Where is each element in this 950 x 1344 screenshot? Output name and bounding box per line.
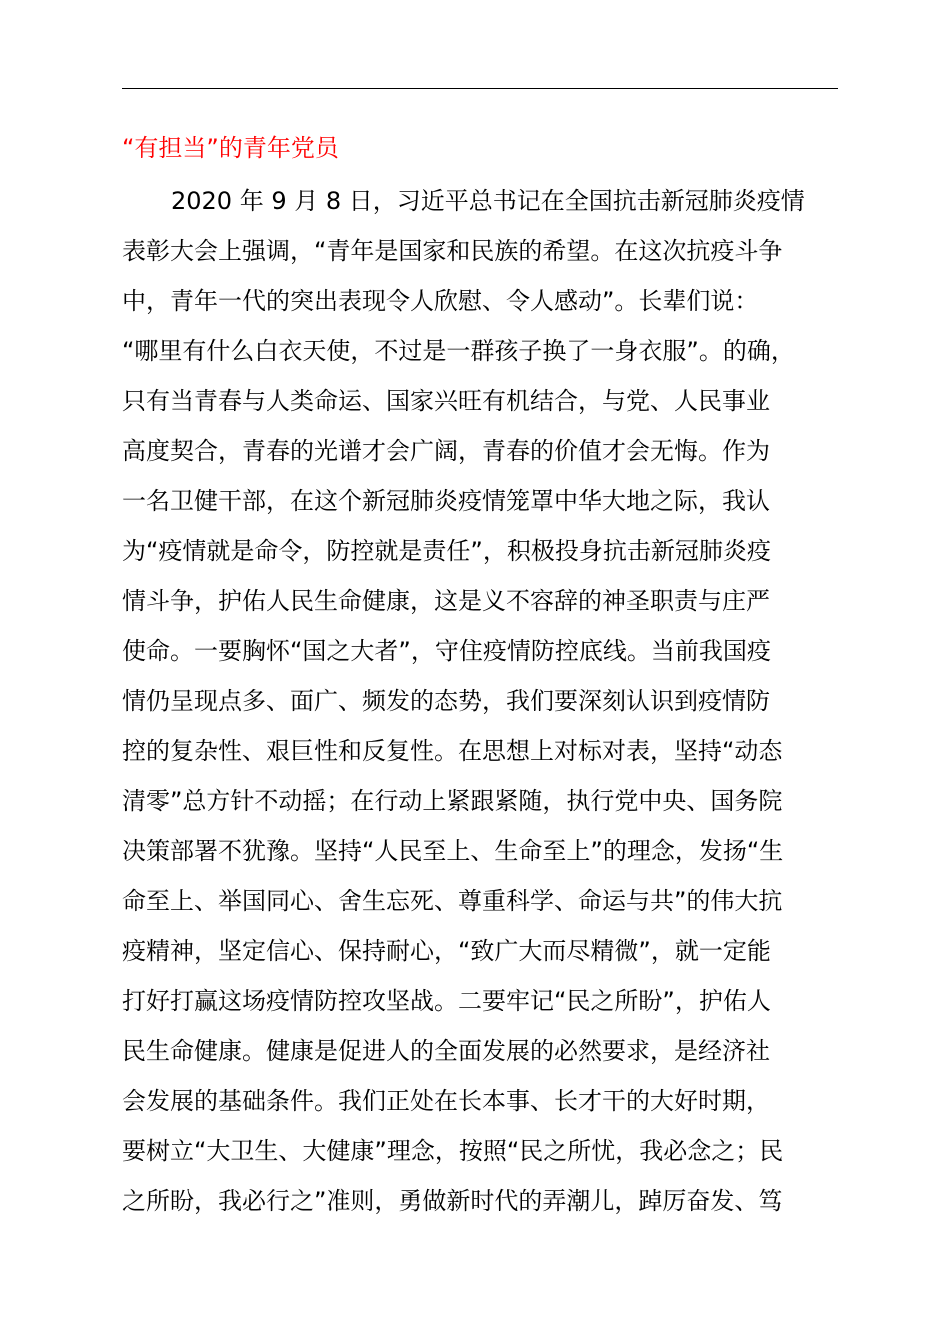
top-rule [122,88,838,89]
body-line: 控的复杂性、艰巨性和反复性。在思想上对标对表，坚持“动态 [122,737,783,765]
body-line: 会发展的基础条件。我们正处在长本事、长才干的大好时期， [122,1087,770,1115]
body-line: 情斗争，护佑人民生命健康，这是义不容辞的神圣职责与庄严 [122,587,770,615]
body-line: 只有当青春与人类命运、国家兴旺有机结合，与党、人民事业 [122,387,770,415]
body-line: 为“疫情就是命令，防控就是责任”，积极投身抗击新冠肺炎疫 [122,537,771,565]
body-line: 之所盼，我必行之”准则，勇做新时代的弄潮儿，踔厉奋发、笃 [122,1187,783,1215]
body-line: 情仍呈现点多、面广、频发的态势，我们要深刻认识到疫情防 [122,687,770,715]
body-line: 清零”总方针不动摇；在行动上紧跟紧随，执行党中央、国务院 [122,787,783,815]
body-line: 打好打赢这场疫情防控攻坚战。二要牢记“民之所盼”，护佑人 [122,987,771,1015]
body-line: 2020 年 9 月 8 日，习近平总书记在全国抗击新冠肺炎疫情 [171,187,805,215]
body-line: 疫精神，坚定信心、保持耐心，“致广大而尽精微”，就一定能 [122,937,771,965]
body-line: 要树立“大卫生、大健康”理念，按照“民之所忧，我必念之；民 [122,1137,784,1165]
body-line: 决策部署不犹豫。坚持“人民至上、生命至上”的理念，发扬“生 [122,837,784,865]
body-line: 使命。一要胸怀“国之大者”，守住疫情防控底线。当前我国疫 [122,637,771,665]
body-line: 高度契合，青春的光谱才会广阔，青春的价值才会无悔。作为 [122,437,770,465]
body-line: 表彰大会上强调，“青年是国家和民族的希望。在这次抗疫斗争 [122,237,783,265]
body-line: “哪里有什么白衣天使，不过是一群孩子换了一身衣服”。的确， [122,337,795,365]
body-line: 中，青年一代的突出表现令人欣慰、令人感动”。长辈们说： [122,287,759,315]
body-line: 一名卫健干部，在这个新冠肺炎疫情笼罩中华大地之际，我认 [122,487,770,515]
document-heading: “有担当”的青年党员 [122,134,339,162]
body-line: 命至上、举国同心、舍生忘死、尊重科学、命运与共”的伟大抗 [122,887,783,915]
body-line: 民生命健康。健康是促进人的全面发展的必然要求，是经济社 [122,1037,770,1065]
